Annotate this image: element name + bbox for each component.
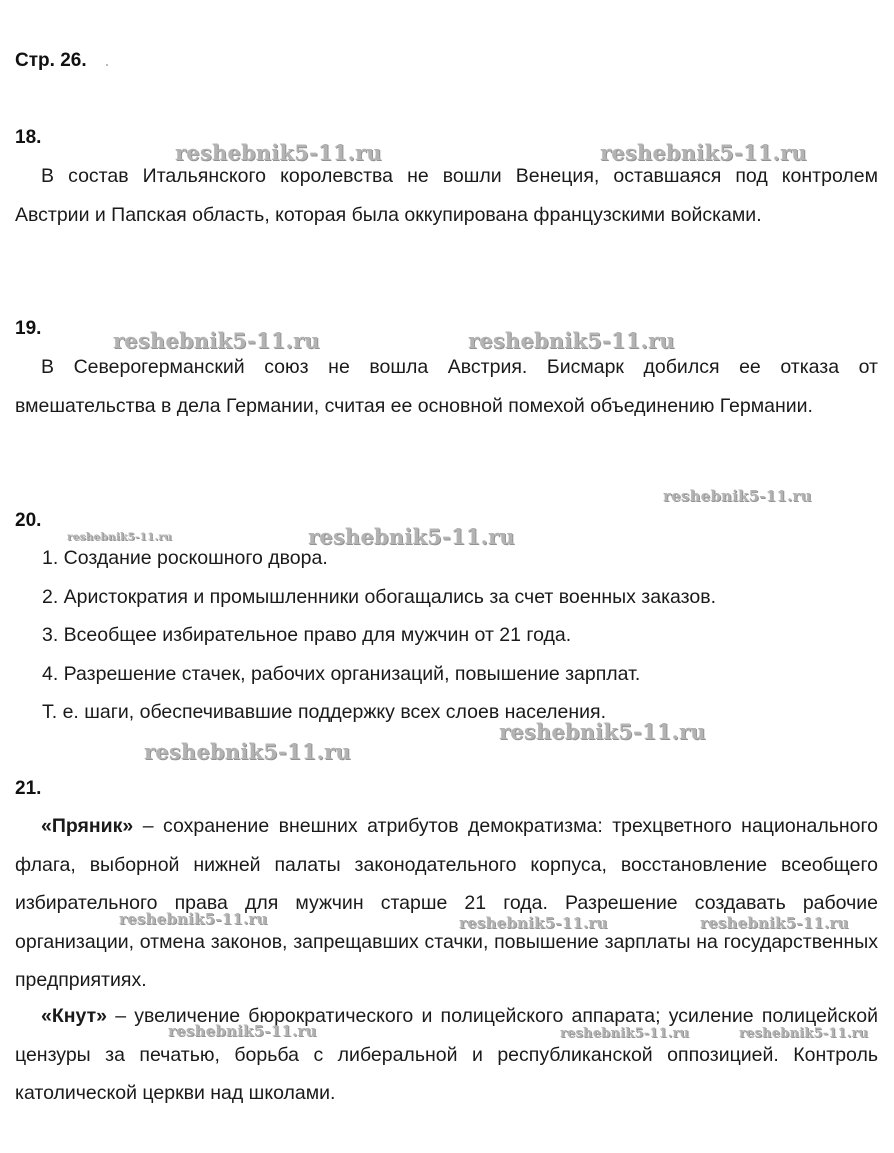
task-number-18: 18.: [15, 127, 42, 148]
watermark: reshebnik5-11.ru: [175, 140, 382, 165]
watermark: reshebnik5-11.ru: [560, 1026, 690, 1041]
watermark: reshebnik5-11.ru: [67, 531, 172, 543]
task-19-text: В Северогерманский союз не вошла Австрия. Бисмарк добился ее отказа от вмешательства в дела Германии, считая ее основной помехой объединению Германии.: [15, 356, 878, 417]
list-item: Т. е. шаги, обеспечивавшие поддержку всех слоев населения.: [42, 701, 607, 723]
stray-dot: [106, 64, 108, 66]
carrot-text: – сохранение внешних атрибутов демократизма: трехцветного национального флага, выборной нижней палаты законодательного корпуса, восстановление всеобщего избирательного права для мужчин старше 21 года. Разрешение создавать рабочие организации, отмена законов, запрещавших стачки, повышение зарплаты на государственных предприятиях.: [15, 815, 878, 991]
watermark: reshebnik5-11.ru: [113, 328, 320, 353]
watermark: reshebnik5-11.ru: [459, 914, 608, 932]
list-item: 2. Аристократия и промышленники обогащались за счет военных заказов.: [42, 585, 717, 608]
task-20-list: [42, 539, 716, 732]
task-18-text: В состав Итальянского королевства не вошли Венеция, оставшаяся под контролем Австрии и Папская область, которая была оккупирована французскими войсками.: [15, 165, 878, 226]
stick-text: – увеличение бюрократического и полицейского аппарата; усиление полицейской цензуры за печатью, борьба с либеральной и республиканской оппозицией. Контроль католической церкви над школами.: [15, 1005, 878, 1104]
watermark: reshebnik5-11.ru: [168, 1022, 317, 1040]
task-21-stick-paragraph: [15, 997, 878, 1113]
watermark: reshebnik5-11.ru: [739, 1026, 869, 1041]
watermark: reshebnik5-11.ru: [308, 524, 515, 549]
watermark: reshebnik5-11.ru: [144, 739, 351, 764]
watermark: reshebnik5-11.ru: [700, 914, 849, 932]
task-21-carrot-paragraph: [15, 807, 878, 1000]
watermark: reshebnik5-11.ru: [499, 719, 706, 744]
list-item: 4. Разрешение стачек, рабочих организаций, повышение зарплат.: [42, 662, 641, 685]
list-item: 3. Всеобщее избирательное право для мужчин от 21 года.: [42, 624, 572, 646]
watermark: reshebnik5-11.ru: [468, 328, 675, 353]
carrot-term: «Пряник»: [41, 815, 134, 837]
page-header: Стр. 26.: [15, 50, 87, 71]
watermark: reshebnik5-11.ru: [600, 140, 807, 165]
task-number-21: 21.: [15, 778, 42, 799]
list-item: 1. Создание роскошного двора.: [42, 547, 328, 569]
watermark: reshebnik5-11.ru: [663, 487, 812, 505]
watermark: reshebnik5-11.ru: [119, 910, 268, 928]
task-number-19: 19.: [15, 318, 42, 339]
task-number-20: 20.: [15, 510, 42, 531]
stick-term: «Кнут»: [41, 1005, 108, 1027]
